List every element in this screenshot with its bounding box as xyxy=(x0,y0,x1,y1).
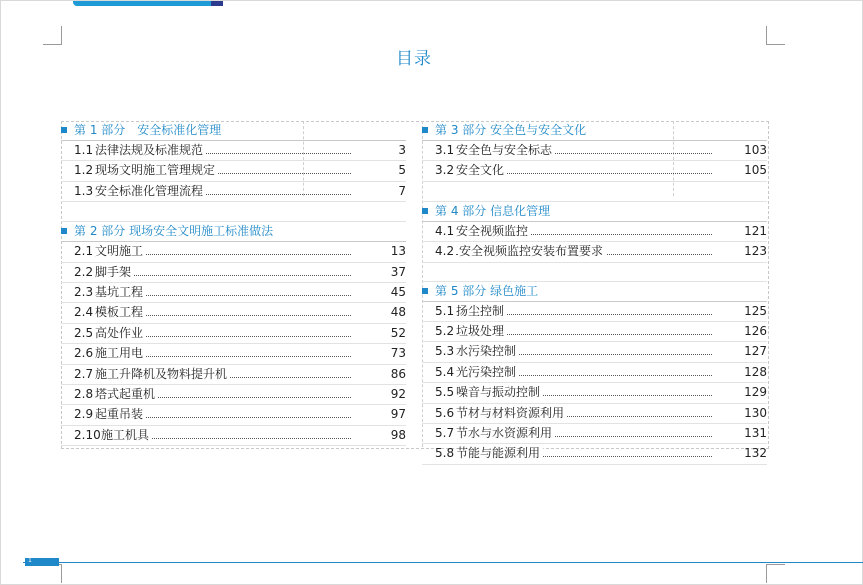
page-number-badge: 1 xyxy=(25,558,59,566)
toc-section-5[interactable]: 第 5 部分 绿色施工 xyxy=(422,282,767,302)
crop-mark-bottom-left xyxy=(43,564,62,583)
toc-entry[interactable]: 2.5 高处作业 52 xyxy=(61,324,406,344)
toc-entry[interactable]: 5.1 扬尘控制 125 xyxy=(422,302,767,322)
toc-entry[interactable]: 4.2 安全视频监控安装布置要求 123 xyxy=(422,242,767,262)
toc-entry[interactable]: 5.6 节材与材料资源利用 130 xyxy=(422,404,767,424)
toc-entry[interactable]: 2.2 脚手架 37 xyxy=(61,263,406,283)
section-marker-icon xyxy=(422,208,428,214)
toc-entry[interactable]: 2.6 施工用电 73 xyxy=(61,344,406,364)
section-spacer xyxy=(422,263,767,282)
toc-entry[interactable]: 5.8 节能与能源利用 132 xyxy=(422,444,767,464)
toc-entry[interactable]: 5.3 水污染控制 127 xyxy=(422,342,767,362)
toc-entry[interactable]: 2.8 塔式起重机 92 xyxy=(61,385,406,405)
toc-entry[interactable]: 5.7 节水与水资源利用 131 xyxy=(422,424,767,444)
toc-entry[interactable]: 1.2 现场文明施工管理规定 5 xyxy=(61,161,406,181)
toc-section-2[interactable]: 第 2 部分 现场安全文明施工标准做法 xyxy=(61,222,406,242)
toc-entry[interactable]: 3.1 安全色与安全标志 103 xyxy=(422,141,767,161)
section-spacer xyxy=(422,182,767,202)
toc-entry[interactable]: 5.5 噪音与振动控制 129 xyxy=(422,383,767,403)
section-marker-icon xyxy=(422,127,428,133)
toc-entry[interactable]: 2.10 施工机具 98 xyxy=(61,426,406,446)
footer-rule xyxy=(23,562,863,563)
section-spacer xyxy=(61,202,406,222)
toc-entry[interactable]: 4.1 安全视频监控 121 xyxy=(422,222,767,242)
toc-section-4[interactable]: 第 4 部分 信息化管理 xyxy=(422,202,767,222)
crop-mark-top-left xyxy=(43,26,62,45)
toc-entry[interactable]: 2.3 基坑工程 45 xyxy=(61,283,406,303)
section-marker-icon xyxy=(61,127,67,133)
toc-entry[interactable]: 2.1 文明施工 13 xyxy=(61,242,406,262)
toc-section-1[interactable]: 第 1 部分 安全标准化管理 xyxy=(61,121,406,141)
section-marker-icon xyxy=(422,288,428,294)
crop-mark-top-right xyxy=(766,26,785,45)
page-title: 目录 xyxy=(396,49,432,69)
toc-left-column xyxy=(61,121,406,446)
toc-entry[interactable]: 2.7 施工升降机及物料提升机 86 xyxy=(61,365,406,385)
toc-entry[interactable]: 5.2 垃圾处理 126 xyxy=(422,322,767,342)
toc-section-3[interactable]: 第 3 部分 安全色与安全文化 xyxy=(422,121,767,141)
toc-entry[interactable]: 2.9 起重吊装 97 xyxy=(61,405,406,425)
top-accent-bar xyxy=(73,1,223,6)
crop-mark-bottom-right xyxy=(766,564,785,583)
toc-entry[interactable]: 1.3 安全标准化管理流程 7 xyxy=(61,182,406,202)
toc-entry[interactable]: 3.2 安全文化 105 xyxy=(422,161,767,181)
toc-entry[interactable]: 2.4 模板工程 48 xyxy=(61,303,406,323)
toc-entry[interactable]: 5.4 光污染控制 128 xyxy=(422,363,767,383)
toc-right-column xyxy=(422,121,767,465)
section-marker-icon xyxy=(61,228,67,234)
toc-entry[interactable]: 1.1 法律法规及标准规范 3 xyxy=(61,141,406,161)
